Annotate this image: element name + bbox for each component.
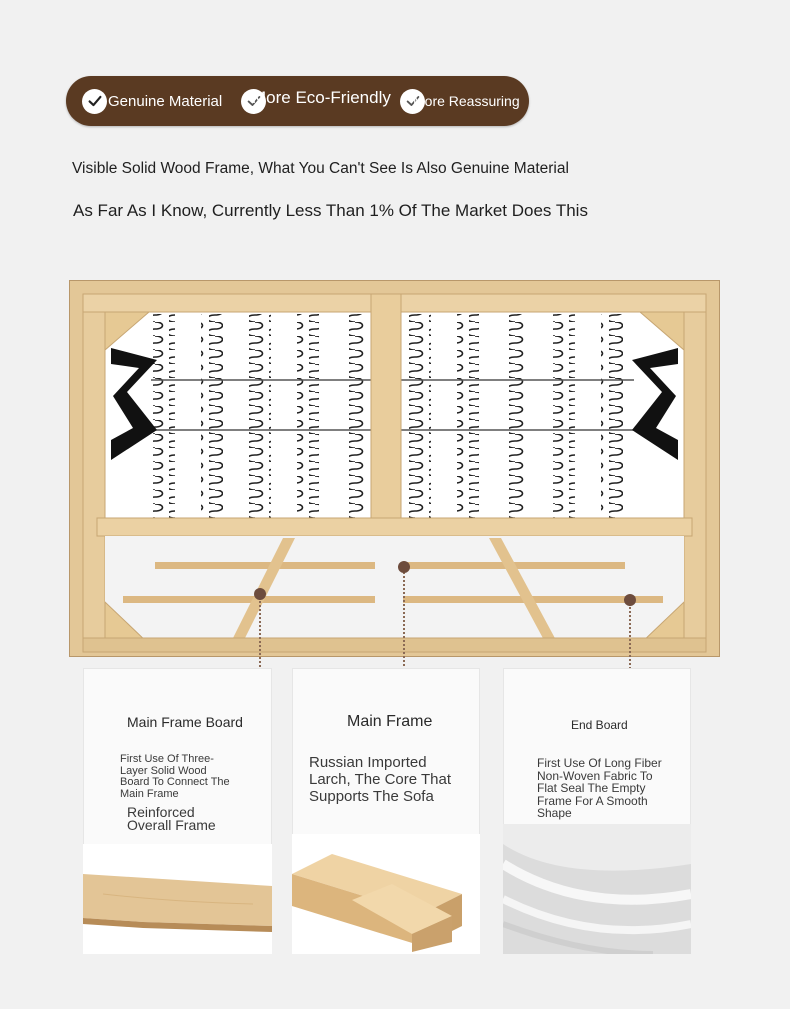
feature-title: Main Frame	[347, 713, 433, 730]
feature-badge-bar	[66, 76, 529, 126]
callout-dot-main-frame	[398, 561, 410, 573]
badge-eco-friendly	[241, 76, 391, 126]
larch-beams-image	[292, 834, 480, 954]
badge-label: More Reassuring	[413, 93, 520, 109]
sofa-frame-image	[69, 280, 720, 657]
badge-label: Genuine Material	[108, 92, 223, 110]
feature-card-end-board	[503, 668, 691, 954]
feature-description: Russian Imported Larch, The Core That Supports The Sofa	[309, 754, 452, 805]
feature-description-secondary: Reinforced Overall Frame	[127, 804, 216, 833]
headline-secondary: As Far As I Know, Currently Less Than 1% Of The Market Does This	[73, 201, 588, 220]
badge-reassuring	[400, 76, 520, 126]
headline-primary: Visible Solid Wood Frame, What You Can't See Is Also Genuine Material	[72, 160, 569, 177]
feature-card-main-frame	[292, 668, 480, 954]
callout-dot-main-frame-board	[254, 588, 266, 600]
feature-title: End Board	[571, 718, 628, 732]
callout-dot-end-board	[624, 594, 636, 606]
badge-genuine-material	[82, 76, 222, 126]
feature-description: First Use Of Three-Layer Solid Wood Board To Connect The Main Frame	[120, 753, 230, 800]
nonwoven-fabric-image	[503, 824, 691, 954]
check-icon	[82, 89, 107, 114]
feature-card-main-frame-board	[83, 668, 272, 954]
feature-description: First Use Of Long Fiber Non-Woven Fabric To Flat Seal The Empty Frame For A Smooth Shape	[537, 756, 662, 820]
badge-label: More Eco-Friendly	[252, 88, 391, 107]
plywood-board-image	[83, 844, 272, 954]
feature-title: Main Frame Board	[127, 714, 243, 730]
